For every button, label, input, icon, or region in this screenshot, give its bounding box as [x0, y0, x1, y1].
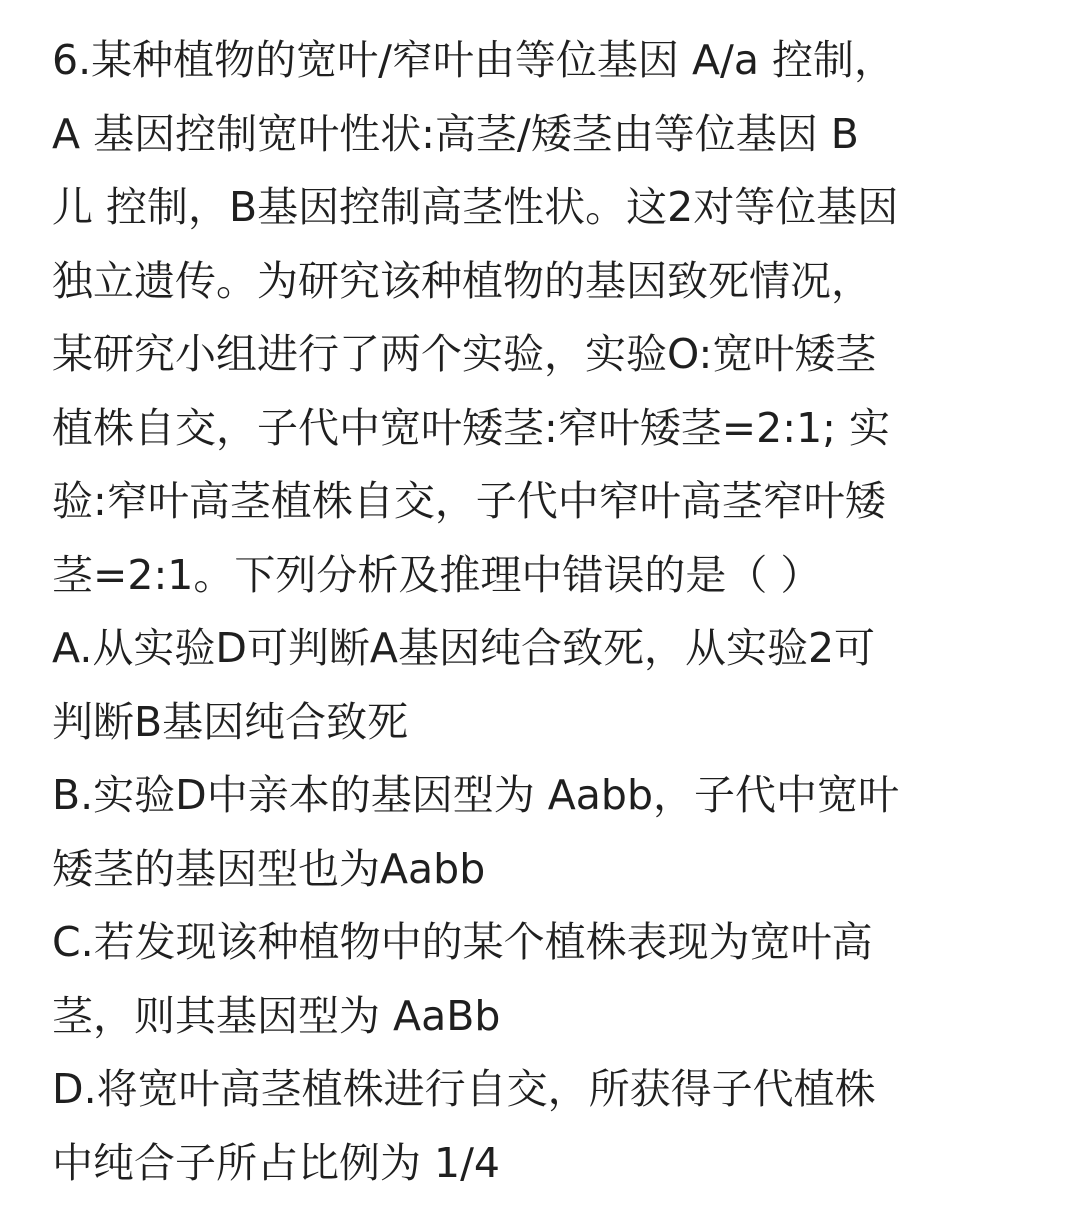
option-d-line-2: 中纯合子所占比例为 1/4 — [52, 1138, 501, 1187]
stem-line-1: 6.某种植物的宽叶/窄叶由等位基因 A/a 控制， — [52, 36, 895, 84]
option-b-line-1: B.实验D中亲本的基因型为 Aabb，子代中宽叶 — [52, 771, 899, 819]
option-c[interactable] — [52, 906, 1042, 1053]
stem-line-8: 茎=2:1。下列分析及推理中错误的是（ ） — [52, 550, 822, 599]
option-d-line-1: D.将宽叶高茎植株进行自交，所获得子代植株 — [52, 1065, 876, 1113]
stem-line-3: 儿 控制，B基因控制高茎性状。这2对等位基因 — [52, 183, 899, 231]
stem-line-4: 独立遗传。为研究该种植物的基因致死情况， — [52, 256, 872, 305]
option-a-line-2: 判断B基因纯合致死 — [52, 697, 409, 746]
option-d[interactable] — [52, 1053, 1042, 1200]
question-block — [52, 24, 1042, 1200]
option-b[interactable] — [52, 759, 1042, 906]
stem-line-5: 某研究小组进行了两个实验，实验O:宽叶矮茎 — [52, 330, 877, 378]
question-stem — [52, 24, 1042, 612]
stem-line-7: 验:窄叶高茎植株自交，子代中窄叶高茎窄叶矮 — [52, 477, 886, 525]
option-c-line-2: 茎，则其基因型为 AaBb — [52, 991, 501, 1040]
option-c-line-1: C.若发现该种植物中的某个植株表现为宽叶高 — [52, 918, 873, 966]
option-a[interactable] — [52, 612, 1042, 759]
stem-line-6: 植株自交，子代中宽叶矮茎:窄叶矮茎=2:1; 实 — [52, 403, 890, 452]
option-b-line-2: 矮茎的基因型也为Aabb — [52, 844, 486, 893]
option-a-line-1: A.从实验D可判断A基因纯合致死，从实验2可 — [52, 624, 876, 672]
stem-line-2: A 基因控制宽叶性状:高茎/矮茎由等位基因 B — [52, 109, 859, 158]
